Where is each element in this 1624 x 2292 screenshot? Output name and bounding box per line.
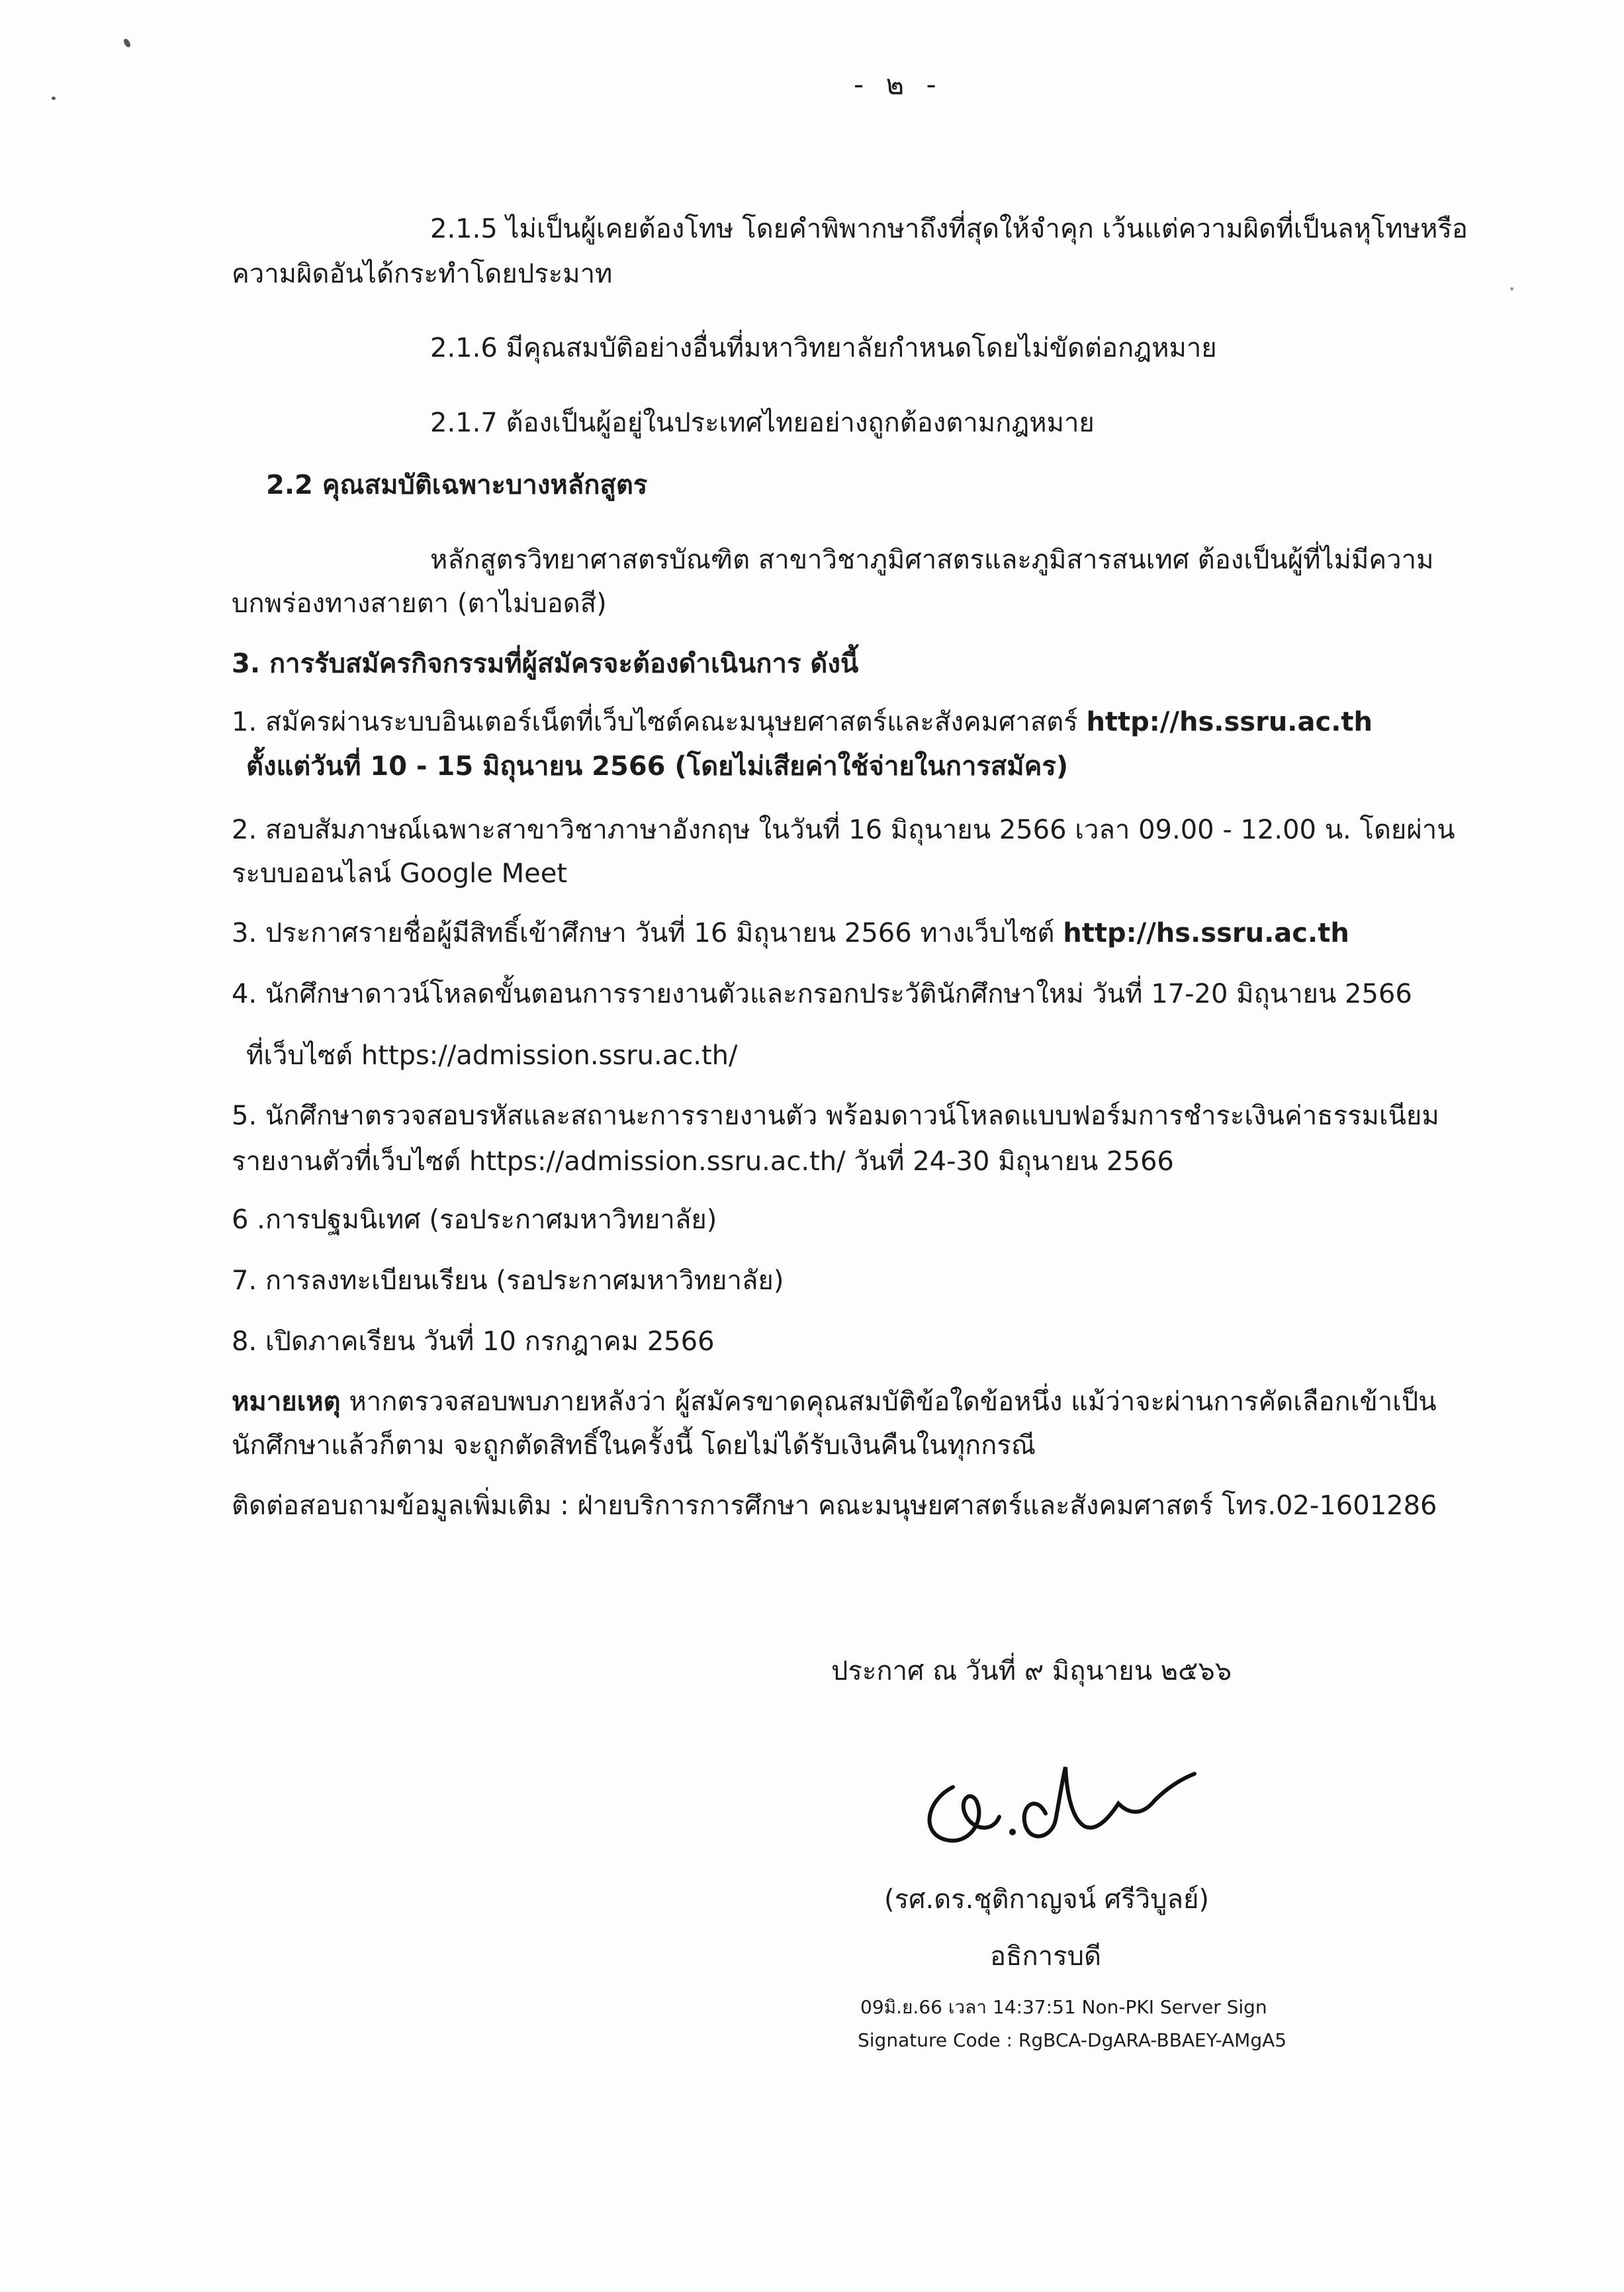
note-text-1: หากตรวจสอบพบภายหลังว่า ผู้สมัครขาดคุณสมบัติข้อใดข้อหนึ่ง แม้ว่าจะผ่านการคัดเลือกเข้าเป็น [340, 1387, 1437, 1417]
signer-name: (รศ.ดร.ชุติกาญจน์ ศรีวิบูลย์) [884, 1884, 1210, 1915]
step-1-line1 [232, 704, 1373, 741]
note-line2: นักศึกษาแล้วก็ตาม จะถูกตัดสิทธิ์ในครั้งนี้ โดยไม่ได้รับเงินคืนในทุกกรณี [232, 1430, 1036, 1461]
step-4-line2: ที่เว็บไซต์ https://admission.ssru.ac.th/ [246, 1040, 738, 1071]
item-2-1-6: 2.1.6 มีคุณสมบัติอย่างอื่นที่มหาวิทยาลัยกำหนดโดยไม่ขัดต่อกฎหมาย [430, 333, 1217, 363]
heading-2-2: 2.2 คุณสมบัติเฉพาะบางหลักสูตร [266, 470, 648, 500]
note-line1 [232, 1383, 1437, 1420]
paragraph-2-2-line1: หลักสูตรวิทยาศาสตรบัณฑิต สาขาวิชาภูมิศาสตรและภูมิสารสนเทศ ต้องเป็นผู้ที่ไม่มีความ [430, 545, 1434, 575]
step-8: 8. เปิดภาคเรียน วันที่ 10 กรกฎาคม 2566 [232, 1326, 715, 1357]
signer-title: อธิการบดี [990, 1941, 1101, 1972]
scan-speck [1510, 287, 1513, 291]
page-number: - ๒ - [854, 68, 943, 101]
paragraph-2-2-line2: บกพร่องทางสายตา (ตาไม่บอดสี) [232, 588, 607, 619]
step-6: 6 .การปฐมนิเทศ (รอประกาศมหาวิทยาลัย) [232, 1205, 717, 1235]
contact-info: ติดต่อสอบถามข้อมูลเพิ่มเติม : ฝ่ายบริการการศึกษา คณะมนุษยศาสตร์และสังคมศาสตร์ โทร.02-1601286 [232, 1490, 1437, 1521]
scan-speck [52, 97, 56, 100]
item-2-1-7: 2.1.7 ต้องเป็นผู้อยู่ในประเทศไทยอย่างถูกต้องตามกฎหมาย [430, 408, 1095, 438]
step-5-line2: รายงานตัวที่เว็บไซต์ https://admission.ssru.ac.th/ วันที่ 24-30 มิถุนายน 2566 [232, 1146, 1174, 1177]
step-4-line1: 4. นักศึกษาดาวน์โหลดขั้นตอนการรายงานตัวและกรอกประวัตินักศึกษาใหม่ วันที่ 17-20 มิถุนายน 2566 [232, 979, 1412, 1009]
item-2-1-5-line1: 2.1.5 ไม่เป็นผู้เคยต้องโทษ โดยคำพิพากษาถึงที่สุดให้จำคุก เว้นแต่ความผิดที่เป็นลหุโทษหรือ [430, 214, 1468, 244]
step-7: 7. การลงทะเบียนเรียน (รอประกาศมหาวิทยาลัย) [232, 1265, 784, 1296]
scan-speck [122, 38, 132, 48]
step-1-url[interactable]: http://hs.ssru.ac.th [1086, 707, 1373, 737]
step-2-line1: 2. สอบสัมภาษณ์เฉพาะสาขาวิชาภาษาอังกฤษ ในวันที่ 16 มิถุนายน 2566 เวลา 09.00 - 12.00 น. โดยผ่าน [232, 815, 1455, 845]
step-3-text: 3. ประกาศรายชื่อผู้มีสิทธิ์เข้าศึกษา วันที่ 16 มิถุนายน 2566 ทางเว็บไซต์ [232, 918, 1063, 948]
step-1-line2: ตั้งแต่วันที่ 10 - 15 มิถุนายน 2566 (โดยไม่เสียค่าใช้จ่ายในการสมัคร) [246, 751, 1069, 782]
esign-timestamp: 09มิ.ย.66 เวลา 14:37:51 Non-PKI Server Sign [860, 1996, 1267, 2018]
item-2-1-5-line2: ความผิดอันได้กระทำโดยประมาท [232, 259, 613, 289]
esign-code: Signature Code : RgBCA-DgARA-BBAEY-AMgA5 [858, 2029, 1287, 2051]
announce-date: ประกาศ ณ วันที่ ๙ มิถุนายน ๒๕๖๖ [831, 1656, 1232, 1686]
step-3-url[interactable]: http://hs.ssru.ac.th [1063, 918, 1349, 948]
step-3 [232, 915, 1349, 952]
heading-3: 3. การรับสมัครกิจกรรมที่ผู้สมัครจะต้องดำเนินการ ดังนี้ [232, 649, 859, 679]
step-5-line1: 5. นักศึกษาตรวจสอบรหัสและสถานะการรายงานตัว พร้อมดาวน์โหลดแบบฟอร์มการชำระเงินค่าธรรมเนียม [232, 1101, 1439, 1131]
step-2-line2: ระบบออนไลน์ Google Meet [232, 858, 568, 889]
step-1-text: 1. สมัครผ่านระบบอินเตอร์เน็ตที่เว็บไซต์คณะมนุษยศาสตร์และสังคมศาสตร์ [232, 707, 1087, 737]
handwritten-signature [913, 1754, 1204, 1860]
note-label: หมายเหตุ [232, 1387, 341, 1417]
